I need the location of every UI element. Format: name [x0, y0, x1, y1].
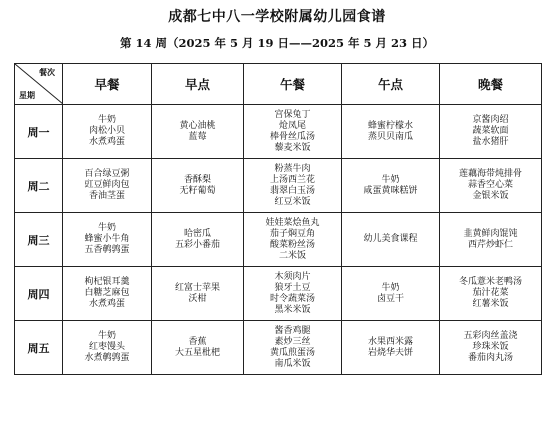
dish-name: 岩烧华夫饼: [367, 347, 413, 358]
menu-cell: [152, 321, 244, 375]
menu-cell: [342, 321, 440, 375]
day-label: 周二: [15, 159, 63, 213]
day-label: 周四: [15, 267, 63, 321]
menu-cell: [440, 321, 542, 375]
header-row: [15, 64, 542, 105]
dish-name: 肉松小贝: [88, 126, 125, 136]
dish-name: 粉蒸牛肉: [274, 163, 311, 174]
dish-name: 娃娃菜烩鱼丸: [265, 217, 320, 228]
dish-name: 幼儿美食课程: [363, 234, 418, 244]
dish-name: 珍珠米饭: [472, 342, 509, 352]
dish-name: 西芹炒虾仁: [467, 239, 513, 250]
day-label: 周一: [15, 105, 63, 159]
dish-name: 牛奶: [97, 223, 116, 233]
dish-name: 五香鹌鹑蛋: [84, 245, 130, 255]
menu-cell: [63, 213, 152, 267]
dish-name: 大五星枇杷: [174, 347, 220, 358]
menu-cell: [63, 105, 152, 159]
dish-name: 上汤西兰花: [269, 174, 315, 185]
dish-name: 牛奶: [97, 115, 116, 125]
dish-name: 藜麦米饭: [274, 142, 311, 153]
dish-name: 白糖芝麻包: [84, 288, 130, 298]
menu-cell: [63, 267, 152, 321]
menu-cell: [63, 159, 152, 213]
dish-name: 炝凤尾: [278, 120, 306, 131]
menu-cell: [244, 267, 342, 321]
corner-meal-label: 餐次: [39, 67, 55, 77]
dish-name: 南瓜米饭: [274, 358, 311, 369]
dish-name: 蒜香空心菜: [467, 180, 513, 190]
dish-name: 沃柑: [188, 293, 207, 304]
table-row: [15, 159, 542, 213]
dish-name: 蜂蜜小牛角: [84, 234, 130, 244]
dish-name: 狼牙土豆: [274, 282, 311, 293]
dish-name: 黑米米饭: [274, 304, 311, 315]
day-rows: [15, 105, 542, 375]
meal-header: 午餐: [244, 64, 342, 105]
dish-name: 卤豆干: [376, 293, 404, 304]
menu-table: [14, 63, 542, 375]
menu-cell: [244, 105, 342, 159]
dish-name: 水煮鸡蛋: [88, 137, 125, 147]
menu-cell: [244, 213, 342, 267]
table-row: [15, 267, 542, 321]
dish-name: 时令蔬菜汤: [269, 293, 315, 304]
menu-cell: [244, 159, 342, 213]
dish-name: 韭黄鲜肉馄饨: [463, 228, 518, 239]
dish-name: 木须肉片: [274, 271, 311, 282]
dish-name: 枸杞银耳羹: [84, 277, 130, 287]
meal-header: 早点: [152, 64, 244, 105]
page-title: 成都七中八一学校附属幼儿园食谱: [168, 9, 386, 25]
corner-header-cell: [15, 64, 63, 105]
menu-cell: [152, 213, 244, 267]
dish-name: 二米饭: [278, 250, 306, 261]
day-label: 周五: [15, 321, 63, 375]
table-row: [15, 321, 542, 375]
menu-cell: [152, 105, 244, 159]
week-subtitle: 第 14 周（2025 年 5 月 19 日——2025 年 5 月 23 日）: [119, 36, 435, 50]
dish-name: 牛奶: [381, 174, 400, 185]
dish-name: 五彩肉丝盖浇: [463, 331, 518, 341]
dish-name: 京酱肉绍: [472, 115, 509, 125]
menu-cell: [342, 159, 440, 213]
dish-name: 无籽葡萄: [179, 185, 216, 196]
dish-name: 红豆米饭: [274, 196, 311, 207]
dish-name: 红枣馒头: [88, 342, 125, 352]
dish-name: 茄子焖豆角: [269, 228, 315, 239]
meal-header: 早餐: [63, 64, 152, 105]
day-label: 周三: [15, 213, 63, 267]
dish-name: 香油茎蛋: [88, 191, 125, 201]
dish-name: 黄心油桃: [179, 120, 216, 131]
dish-name: 番茄肉丸汤: [467, 353, 513, 363]
dish-name: 五彩小番茄: [174, 239, 220, 250]
dish-name: 素炒三丝: [274, 336, 311, 347]
dish-name: 香蕉: [188, 336, 207, 347]
menu-cell: [440, 213, 542, 267]
dish-name: 蔬菜软面: [472, 126, 509, 136]
dish-name: 宫保兔丁: [274, 109, 311, 120]
menu-cell: [342, 105, 440, 159]
dish-name: 冬瓜薏米老鸭汤: [458, 277, 522, 287]
dish-name: 金银米饭: [472, 191, 509, 201]
dish-name: 水煮鹌鹑蛋: [84, 353, 130, 363]
menu-cell: [244, 321, 342, 375]
dish-name: 红薯米饭: [472, 299, 509, 309]
menu-cell: [152, 267, 244, 321]
menu-cell: [342, 267, 440, 321]
menu-cell: [440, 159, 542, 213]
dish-name: 红富士苹果: [174, 282, 220, 293]
dish-name: 翡翠白玉汤: [269, 185, 315, 196]
meal-header: 午点: [342, 64, 440, 105]
dish-name: 茄汁花菜: [472, 288, 509, 298]
meal-header: 晚餐: [440, 64, 542, 105]
menu-cell: [152, 159, 244, 213]
menu-cell: [63, 321, 152, 375]
dish-name: 咸蛋黄咪糕饼: [363, 185, 418, 196]
dish-name: 牛奶: [381, 282, 400, 293]
dish-name: 棒骨丝瓜汤: [269, 131, 315, 142]
menu-cell: [440, 105, 542, 159]
dish-name: 哈密瓜: [183, 228, 211, 239]
dish-name: 百合绿豆粥: [84, 169, 130, 179]
corner-day-label: 星期: [19, 90, 35, 100]
dish-name: 水煮鸡蛋: [88, 299, 125, 309]
dish-name: 黄瓜煎蛋汤: [269, 347, 315, 358]
dish-name: 蒸贝贝南瓜: [367, 131, 413, 142]
dish-name: 莲藕海带炖排骨: [458, 169, 522, 179]
menu-cell: [342, 213, 440, 267]
dish-name: 香酥梨: [183, 174, 211, 185]
dish-name: 蓝莓: [188, 131, 207, 142]
menu-cell: [440, 267, 542, 321]
table-row: [15, 213, 542, 267]
dish-name: 盐水猪肝: [472, 137, 509, 147]
table-row: [15, 105, 542, 159]
dish-name: 水果西米露: [367, 336, 413, 347]
dish-name: 酱香鸡腿: [274, 325, 311, 336]
dish-name: 酸菜粉丝汤: [269, 239, 315, 250]
dish-name: 蜂蜜柠檬水: [367, 120, 413, 131]
dish-name: 豇豆鲜肉包: [84, 180, 130, 190]
dish-name: 牛奶: [97, 331, 116, 341]
